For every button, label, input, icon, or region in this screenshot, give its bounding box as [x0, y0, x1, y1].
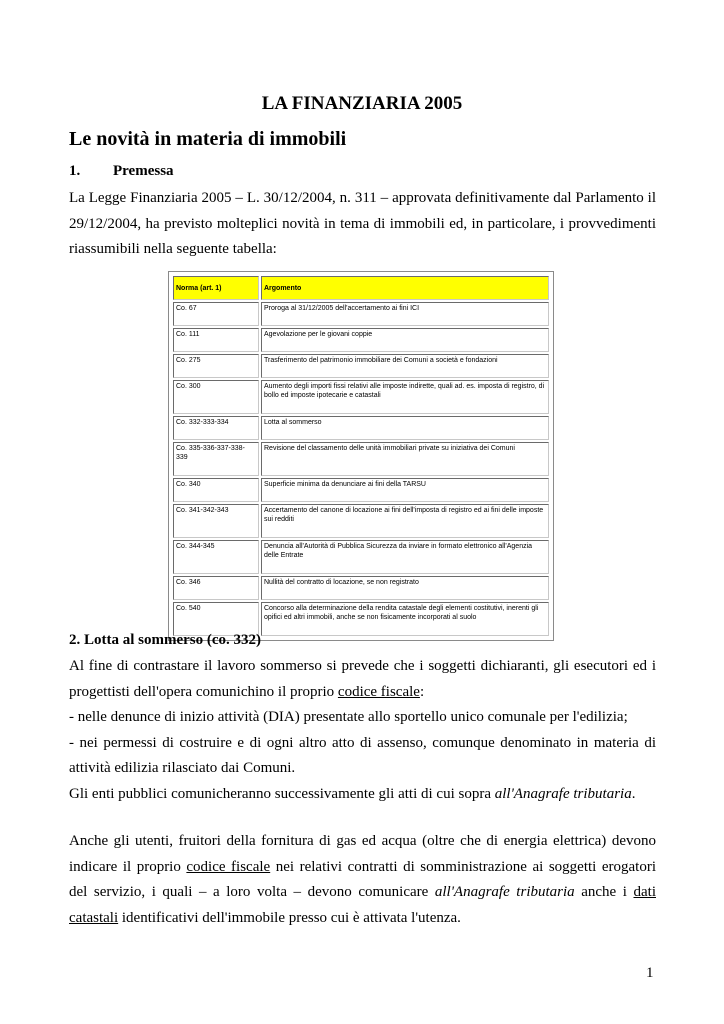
table-cell-norma: Co. 300	[173, 380, 259, 414]
table-cell-norma: Co. 540	[173, 602, 259, 636]
table-cell-argomento: Revisione del classamento delle unità immobiliari private su iniziativa dei Comuni	[261, 442, 549, 476]
table-row	[173, 442, 549, 476]
utenti-dati-catastali: dati catastali	[69, 884, 656, 926]
intro-paragraph: La Legge Finanziaria 2005 – L. 30/12/2004, n. 311 – approvata definitivamente dal Parlamento il 29/12/2004, ha previsto molteplici novità in tema di immobili ed, in particolare, i provvedimenti riassumibili nella seguente tabella:	[69, 190, 656, 257]
table-header-argomento: Argomento	[261, 276, 549, 300]
table-cell-argomento: Proroga al 31/12/2005 dell'accertamento ai fini ICI	[261, 302, 549, 326]
lotta-intro-colon: :	[419, 683, 425, 700]
table-cell-norma: Co. 341-342-343	[173, 504, 259, 538]
table-cell-norma: Co. 344-345	[173, 540, 259, 574]
codice-fiscale-underlined: codice fiscale	[337, 683, 420, 700]
table-cell-argomento: Denuncia all'Autorità di Pubblica Sicurezza da inviare in formato elettronico all'Agenzia delle Entrate	[261, 540, 549, 574]
table-row	[173, 416, 549, 440]
table-row	[173, 302, 549, 326]
lotta-intro-line	[69, 654, 656, 705]
table-cell-argomento: Aumento degli importi fissi relativi alle imposte indirette, quali ad. es. imposta di registro, di bollo ed imposte ipotecarie e catastali	[261, 380, 549, 414]
table-cell-argomento: Nullità del contratto di locazione, se non registrato	[261, 576, 549, 600]
table-row	[173, 328, 549, 352]
table-cell-norma: Co. 67	[173, 302, 259, 326]
table-cell-argomento: Agevolazione per le giovani coppie	[261, 328, 549, 352]
table-cell-argomento: Trasferimento del patrimonio immobiliare dei Comuni a società e fondazioni	[261, 354, 549, 378]
table-header-row	[173, 276, 549, 300]
lotta-enti-text: Gli enti pubblici comunicheranno successivamente gli atti di cui sopra	[69, 785, 495, 802]
table-cell-argomento: Concorso alla determinazione della rendita catastale degli elementi costitutivi, inerenti gli opifici ed altri immobili, anche se non fisicamente incorporati al suolo	[261, 602, 549, 636]
table-cell-norma: Co. 332-333-334	[173, 416, 259, 440]
document-title: LA FINANZIARIA 2005	[261, 93, 463, 114]
table-row	[173, 354, 549, 378]
lotta-enti-line	[69, 782, 656, 808]
anagrafe-tributaria-italic: all'Anagrafe tributaria	[494, 785, 632, 802]
section-2-heading: 2. Lotta al sommerso (co. 332)	[69, 632, 262, 648]
utenti-paragraph	[69, 829, 656, 931]
section-1-heading	[69, 161, 174, 181]
utenti-anagrafe-tributaria: all'Anagrafe tributaria	[434, 884, 575, 900]
table-row	[173, 540, 549, 574]
table-cell-norma: Co. 340	[173, 478, 259, 502]
table-cell-argomento: Superficie minima da denunciare ai fini della TARSU	[261, 478, 549, 502]
utenti-text-c: anche i	[574, 884, 634, 900]
table-cell-argomento: Lotta al sommerso	[261, 416, 549, 440]
section-1-title: Premessa	[113, 163, 174, 179]
document-subtitle: Le novità in materia di immobili	[69, 128, 347, 150]
table-header-norma: Norma (art. 1)	[173, 276, 259, 300]
table-row	[173, 478, 549, 502]
lotta-intro-text: Al fine di contrastare il lavoro sommerso si prevede che i soggetti dichiaranti, gli esecutori ed i progettisti dell'opera comunichino il proprio	[69, 658, 656, 700]
table-cell-norma: Co. 111	[173, 328, 259, 352]
page-number: 1	[646, 965, 654, 981]
lotta-enti-period: .	[631, 785, 636, 802]
norms-table	[168, 271, 554, 641]
utenti-text-d: identificativi dell'immobile presso cui è attivata l'utenza.	[118, 909, 461, 926]
table-row	[173, 504, 549, 538]
utenti-text-b: nei relativi contratti di somministrazione ai soggetti erogatori del servizio, i quali – a loro volta – devono comunicare	[69, 858, 656, 900]
table-cell-norma: Co. 275	[173, 354, 259, 378]
lotta-paragraph	[69, 654, 656, 807]
utenti-text-a: Anche gli utenti, fruitori della fornitura di gas ed acqua (oltre che di energia elettrica) devono indicare il proprio	[69, 833, 656, 875]
table-row	[173, 380, 549, 414]
section-1-number: 1.	[69, 163, 81, 179]
table-row	[173, 576, 549, 600]
table-cell-argomento: Accertamento del canone di locazione ai fini dell'imposta di registro ed ai fini delle imposte sui redditi	[261, 504, 549, 538]
table-cell-norma: Co. 335-336-337-338-339	[173, 442, 259, 476]
table-cell-norma: Co. 346	[173, 576, 259, 600]
lotta-list-item-dia: - nelle denunce di inizio attività (DIA) presentate allo sportello unico comunale per l'edilizia;	[69, 709, 628, 725]
lotta-list-item-permessi: - nei permessi di costruire e di ogni altro atto di assenso, comunque denominato in materia di attività edilizia rilasciato dai Comuni.	[69, 734, 656, 776]
utenti-codice-fiscale: codice fiscale	[186, 858, 271, 875]
